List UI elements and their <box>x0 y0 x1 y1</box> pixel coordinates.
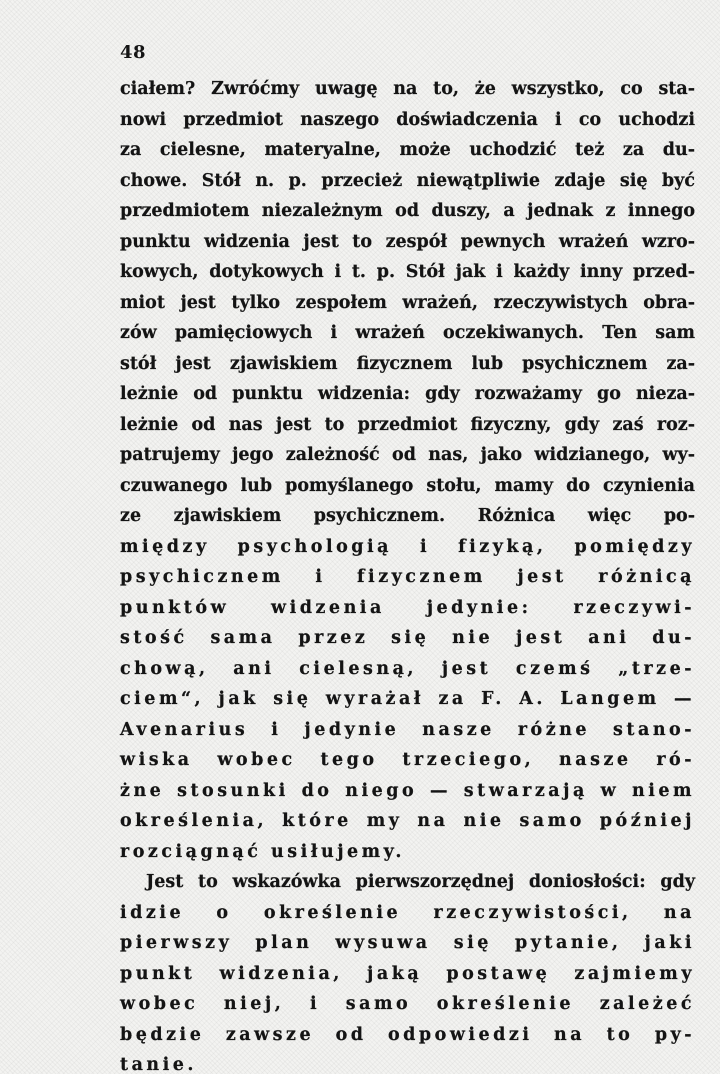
spaced-text-line: żne stosunki do niego — stwarzają w niem <box>120 780 695 801</box>
text-line: miot jest tylko zespołem wrażeń, rzeczywistych obra- <box>120 292 695 313</box>
text-line: za cielesne, materyalne, może uchodzić też za du- <box>120 140 695 160</box>
spaced-text-line: wiska wobec tego trzeciego, nasze ró- <box>120 750 695 770</box>
spaced-text-line: idzie o określenie rzeczywistości, na <box>120 902 695 923</box>
text-line: chowe. Stół n. p. przecież niewątpliwie zdaje się być <box>120 170 695 191</box>
spaced-text-line: będzie zawsze od odpowiedzi na to py- <box>120 1024 695 1045</box>
text-line: zów pamięciowych i wrażeń oczekiwanych. Ten sam <box>120 323 695 343</box>
text-line: czuwanego lub pomyślanego stołu, mamy do czynienia <box>120 475 695 496</box>
spaced-text-line: wobec niej, i samo określenie zależeć <box>120 994 695 1014</box>
text-line: leżnie od punktu widzenia: gdy rozważamy go nieza- <box>120 384 695 404</box>
spaced-text-line: określenia, które my na nie samo później <box>120 811 695 831</box>
text-line: przedmiotem niezależnym od duszy, a jednak z innego <box>120 201 695 221</box>
text-line: stół jest zjawiskiem fizycznem lub psychicznem za- <box>120 353 695 374</box>
text-line: punktu widzenia jest to zespół pewnych wrażeń wzro- <box>120 231 695 252</box>
spaced-text-line: Avenarius i jedynie nasze różne stano- <box>120 719 695 740</box>
text-line: ze zjawiskiem psychicznem. Różnica więc po- <box>120 506 695 526</box>
text-line: ciałem? Zwróćmy uwagę na to, że wszystko, co sta- <box>120 79 695 99</box>
body-text <box>120 74 695 1074</box>
spaced-text-line: ciem“, jak się wyrażał za F. A. Langem — <box>120 689 695 709</box>
spaced-text-line: tanie. <box>120 1055 198 1074</box>
spaced-text-line: stość sama przez się nie jest ani du- <box>120 628 695 648</box>
spaced-text-line: punkt widzenia, jaką postawę zajmiemy <box>120 963 695 984</box>
spaced-text-line: chową, ani cielesną, jest czemś „trze- <box>120 658 695 679</box>
spaced-text-line: rozciągnąć usiłujemy. <box>120 841 405 862</box>
spaced-text-line: punktów widzenia jedynie: rzeczywi- <box>120 597 695 618</box>
spaced-text-line: między psychologią i fizyką, pomiędzy <box>120 536 695 557</box>
spaced-text-line: pierwszy plan wysuwa się pytanie, jaki <box>120 933 695 953</box>
text-line: leżnie od nas jest to przedmiot fizyczny, gdy zaś roz- <box>120 414 695 435</box>
text-line: kowych, dotykowych i t. p. Stół jak i każdy inny przed- <box>120 262 695 282</box>
page-number: 48 <box>120 42 147 63</box>
paragraph-start-line: Jest to wskazówka pierwszorzędnej doniosłości: gdy <box>146 872 695 892</box>
text-line: patrujemy jego zależność od nas, jako widzianego, wy- <box>120 445 695 465</box>
spaced-text-line: psychicznem i fizycznem jest różnicą <box>120 567 695 587</box>
text-line: nowi przedmiot naszego doświadczenia i co uchodzi <box>120 109 695 130</box>
